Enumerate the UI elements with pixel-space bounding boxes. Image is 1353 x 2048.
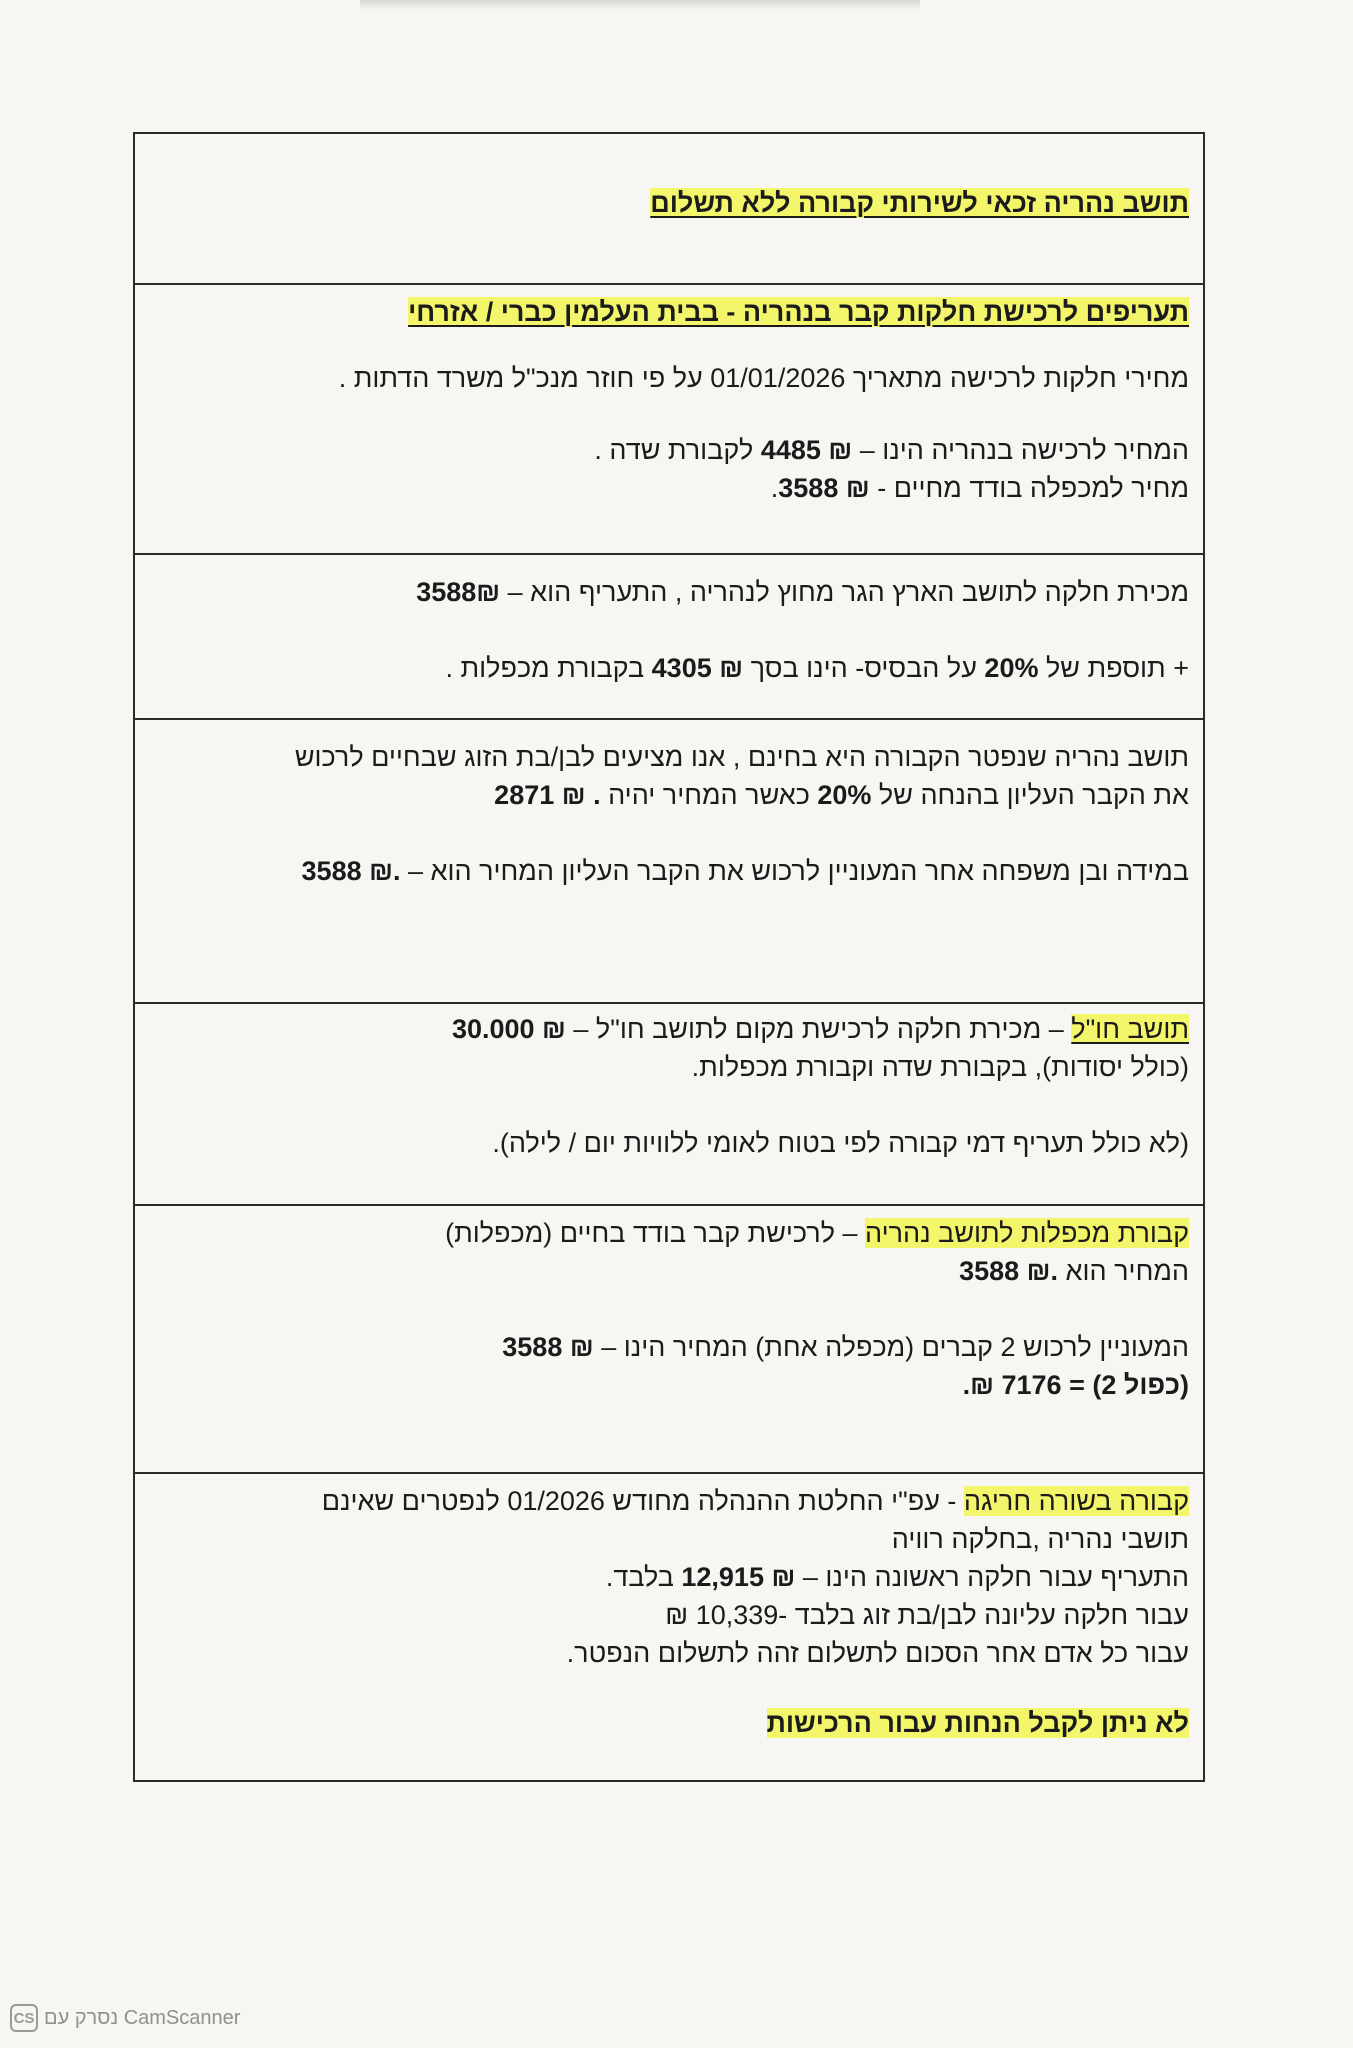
spouse-offer-line: תושב נהריה שנפטר הקבורה היא בחינם , אנו מציעים לבן/בת הזוג שבחיים לרכוש	[294, 742, 1189, 772]
double-burial-line: קבורת מכפלות לתושב נהריה – לרכישת קבר בודד בחיים (מכפלות)	[445, 1218, 1189, 1248]
single-grave-price: 3588 ₪.	[959, 1256, 1059, 1286]
row-exceptional-row	[135, 1474, 1203, 1780]
single-grave-price-line: המחיר הוא 3588 ₪.	[959, 1256, 1189, 1286]
field-burial-price-line: המחיר לרכישה בנהריה הינו – 4485 ₪ לקבורת שדה .	[594, 435, 1189, 465]
double-plot-price-line: מחיר למכפלה בודד מחיים - 3588 ₪.	[770, 473, 1189, 503]
surcharge-line: + תוספת של 20% על הבסיס- הינו בסך 4305 ₪ בקבורת מכפלות .	[445, 653, 1189, 683]
effective-date: 01/01/2026	[710, 363, 846, 393]
non-resident-price-line: מכירת חלקה לתושב הארץ הגר מחוץ לנהריה , התעריף הוא – 3588₪	[416, 577, 1189, 607]
abroad-excludes-line: (לא כולל תעריף דמי קבורה לפי בטוח לאומי ללוויות יום / לילה).	[492, 1128, 1189, 1158]
first-plot-price: 12,915 ₪	[681, 1562, 796, 1592]
row-abroad-resident	[135, 1004, 1203, 1206]
pricing-table	[133, 132, 1205, 1782]
row-free-burial	[135, 134, 1203, 285]
abroad-includes-line: (כולל יסודות), בקבורת שדה וקבורת מכפלות.	[691, 1052, 1189, 1082]
two-graves-line: המעוניין לרכוש 2 קברים (מכפלה אחת) המחיר הינו – 3588 ₪	[502, 1332, 1189, 1362]
surcharge-total-price: 4305 ₪	[651, 653, 744, 683]
exceptional-row-scope: תושבי נהריה ,בחלקה רוויה	[891, 1524, 1189, 1554]
non-resident-price: 3588₪	[416, 577, 501, 607]
surcharge-percent: 20%	[984, 653, 1039, 683]
two-graves-unit-price: 3588 ₪	[502, 1332, 594, 1362]
plot-prices-heading: תעריפים לרכישת חלקות קבר בנהריה - בבית העלמין כברי / אזרחי	[408, 297, 1189, 327]
row-double-burial	[135, 1206, 1203, 1474]
abroad-price-line: תושב חו"ל – מכירת חלקה לרכישת מקום לתושב חו"ל – 30.000 ₪	[451, 1014, 1189, 1044]
exceptional-row-line: קבורה בשורה חריגה - עפ"י החלטת ההנהלה מחודש 01/2026 לנפטרים שאינם	[321, 1486, 1189, 1516]
double-plot-price: 3588 ₪	[778, 473, 870, 503]
prices-date-line: מחירי חלקות לרכישה מתאריך 01/01/2026 על פי חוזר מנכ"ל משרד הדתות .	[338, 363, 1189, 393]
row-non-resident	[135, 555, 1203, 720]
field-burial-price: 4485 ₪	[760, 435, 853, 465]
family-upper-grave-price: 3588 ₪.	[301, 856, 401, 886]
spouse-discount-percent: 20%	[817, 780, 872, 810]
two-graves-total-line: (כפול 2) = 7176 ₪.	[962, 1370, 1189, 1400]
double-burial-label: קבורת מכפלות לתושב נהריה	[865, 1218, 1189, 1248]
first-plot-price-line: התעריף עבור חלקה ראשונה הינו – 12,915 ₪ בלבד.	[605, 1562, 1189, 1592]
upper-plot-spouse-line: עבור חלקה עליונה לבן/בת זוג בלבד -10,339 ₪	[665, 1600, 1189, 1630]
spouse-discount-line: את הקבר העליון בהנחה של 20% כאשר המחיר יהיה 2871 ₪ .	[494, 780, 1189, 810]
other-person-line: עבור כל אדם אחר הסכום לתשלום זהה לתשלום הנפטר.	[566, 1638, 1189, 1668]
abroad-price: 30.000 ₪	[451, 1014, 566, 1044]
no-discounts-notice: לא ניתן לקבל הנחות עבור הרכישות	[766, 1708, 1189, 1738]
row-spouse-discount	[135, 720, 1203, 1004]
abroad-resident-label: תושב חו"ל	[1071, 1014, 1189, 1044]
watermark-text: נסרק עם CamScanner	[44, 2006, 241, 2029]
row-plot-prices	[135, 285, 1203, 555]
exceptional-row-label: קבורה בשורה חריגה	[963, 1486, 1189, 1516]
scan-smudge	[360, 0, 920, 10]
family-upper-grave-line: במידה ובן משפחה אחר המעוניין לרכוש את הקבר העליון המחיר הוא – 3588 ₪.	[301, 856, 1189, 886]
camscanner-watermark	[10, 2004, 240, 2032]
free-burial-heading: תושב נהריה זכאי לשירותי קבורה ללא תשלום	[650, 188, 1189, 218]
camscanner-logo-icon: CS	[10, 2004, 38, 2032]
spouse-discount-price: 2871 ₪ .	[494, 780, 601, 810]
